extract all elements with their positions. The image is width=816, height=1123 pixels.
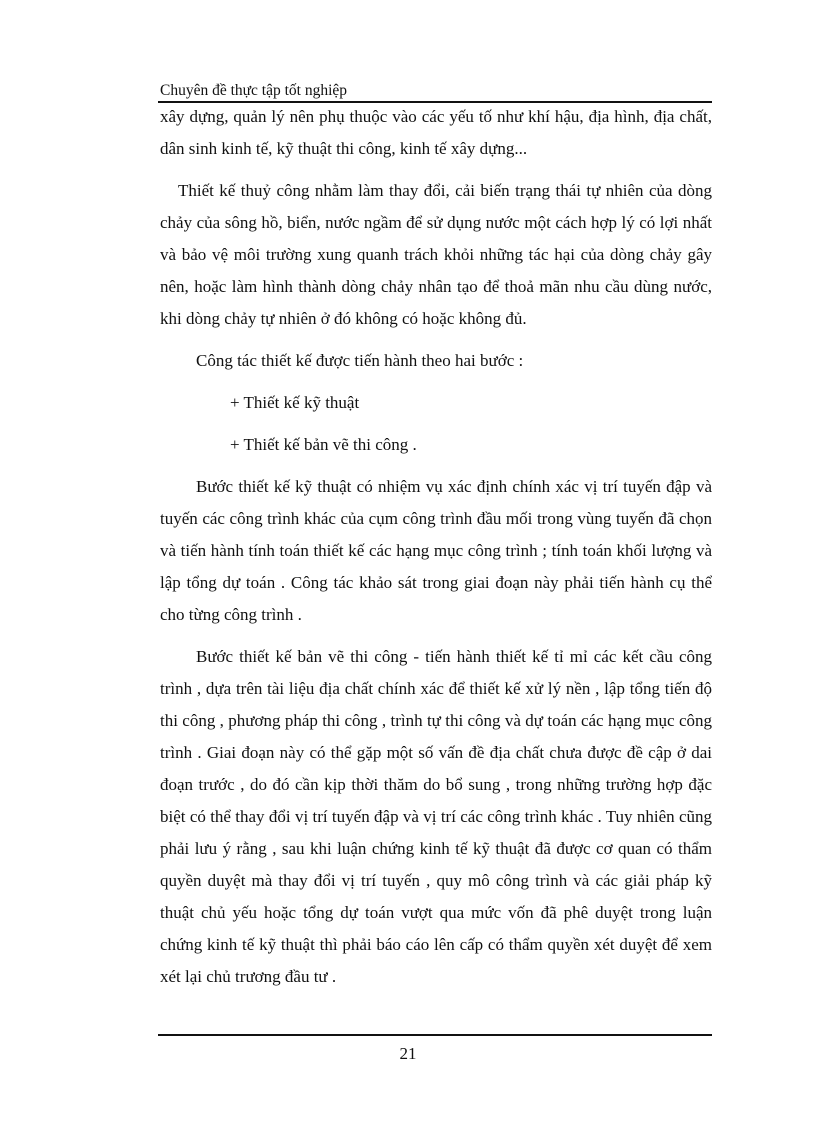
list-item-technical-design: + Thiết kế kỹ thuật [230, 393, 360, 412]
paragraph-technical-design-step: Bước thiết kế kỹ thuật có nhiệm vụ xác định chính xác vị trí tuyến đập và tuyến các công trình khác của cụm công trình đầu mối trong vùng tuyến đã chọn và tiến hành tính toán thiết kế các hạng mục công trình ; tính toán khối lượng và lập tổng dự toán . Công tác khảo sát trong giai đoạn này phải tiến hành cụ thể cho từng công trình . [160, 477, 712, 624]
paragraph-construction-drawing-step: Bước thiết kế bản vẽ thi công - tiến hành thiết kế tỉ mỉ các kết cầu công trình , dựa trên tài liệu địa chất chính xác để thiết kế xử lý nền , lập tổng tiến độ thi công , phương pháp thi công , trình tự thi công và dự toán các hạng mục công trình . Giai đoạn này có thể gặp một số vấn đề địa chất chưa được đề cập ở dai đoạn trước , do đó cần kịp thời thăm do bổ sung , trong những trường hợp đặc biệt có thể thay đổi vị trí tuyến đập và vị trí các công trình khác . Tuy nhiên cũng phải lưu ý rằng , sau khi luận chứng kinh tế kỹ thuật đã được cơ quan có thẩm quyền duyệt mà thay đổi vị trí tuyến , quy mô công trình và các giải pháp kỹ thuật chủ yếu hoặc tổng dự toán vượt qua mức vốn đã phê duyệt trong luận chứng kinh tế kỹ thuật thì phải báo cáo lên cấp có thẩm quyền xét duyệt để xem xét lại chủ trương đầu tư . [160, 647, 712, 986]
paragraph-continuation: xây dựng, quản lý nên phụ thuộc vào các yếu tố như khí hậu, địa hình, địa chất, dân sinh kinh tế, kỹ thuật thi công, kinh tế xây dựng... [160, 107, 712, 158]
paragraph-design-steps-intro: Công tác thiết kế được tiến hành theo hai bước : [196, 351, 524, 370]
list-item-construction-drawing: + Thiết kế bản vẽ thi công . [230, 435, 417, 454]
running-header: Chuyên đề thực tập tốt nghiệp [160, 82, 348, 99]
footer-rule [158, 1034, 712, 1036]
paragraph-hydraulic-design: Thiết kế thuỷ công nhằm làm thay đổi, cải biến trạng thái tự nhiên của dòng chảy của sông hồ, biển, nước ngầm để sử dụng nước một cách hợp lý có lợi nhất và bảo vệ môi trường xung quanh trách khỏi những tác hại của dòng chảy gây nên, hoặc làm hình thành dòng chảy nhân tạo để thoả mãn nhu cầu dùng nước, khi dòng chảy tự nhiên ở đó không có hoặc không đủ. [160, 181, 712, 328]
page-number: 21 [399, 1044, 417, 1063]
document-body [160, 101, 712, 993]
